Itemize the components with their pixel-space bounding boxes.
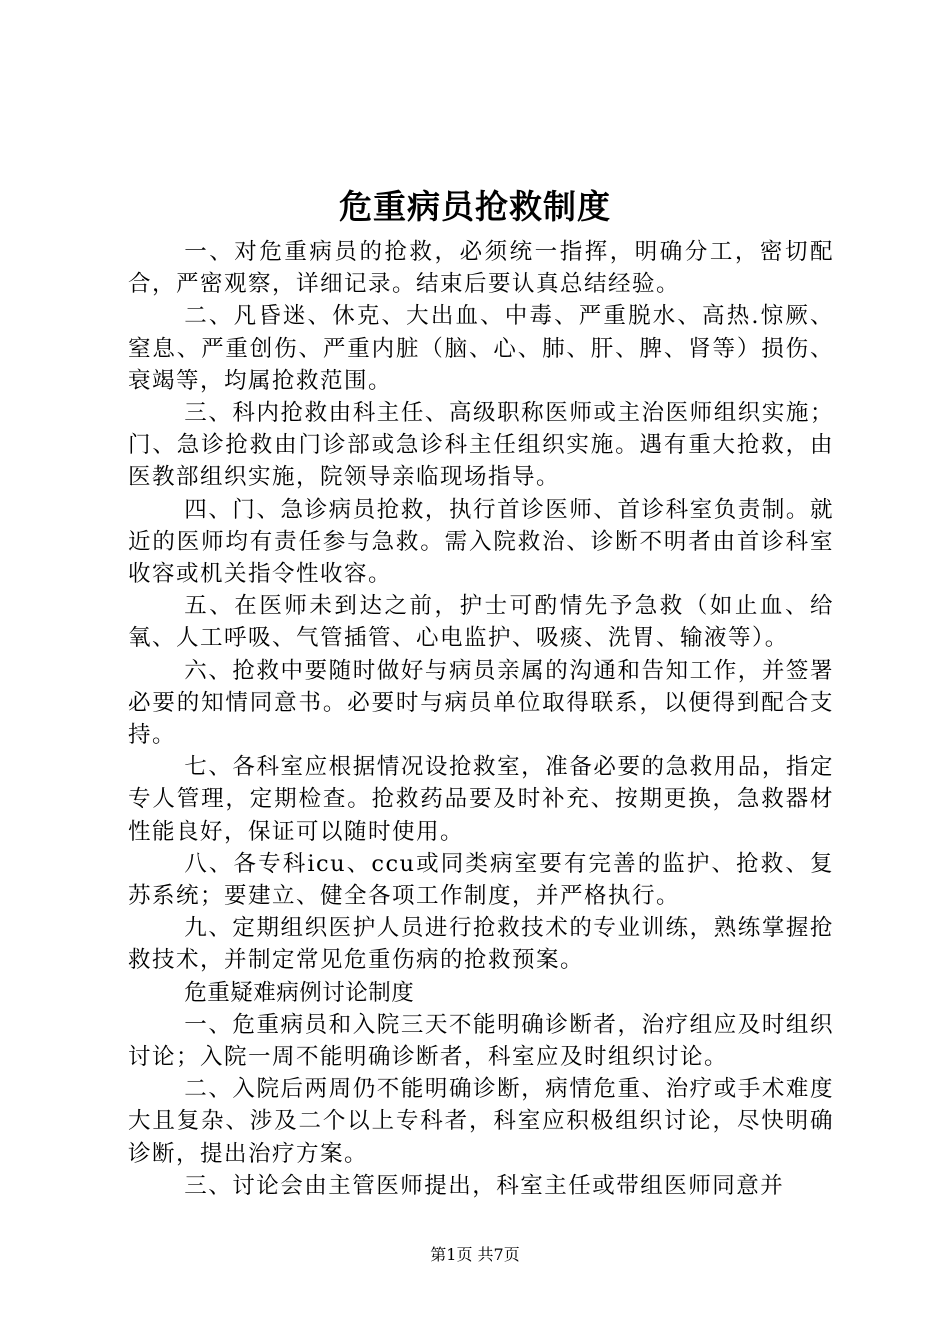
paragraph: 九、定期组织医护人员进行抢救技术的专业训练，熟练掌握抢救技术，并制定常见危重伤病的抢救预案。 <box>128 915 834 974</box>
section-subtitle: 危重疑难病例讨论制度 <box>184 979 415 1006</box>
paragraph: 三、讨论会由主管医师提出，科室主任或带组医师同意并 <box>184 1172 785 1199</box>
paragraph: 一、危重病员和入院三天不能明确诊断者，治疗组应及时组织讨论；入院一周不能明确诊断者，科室应及时组织讨论。 <box>128 1011 834 1071</box>
page-title: 危重病员抢救制度 <box>339 187 611 226</box>
document-body <box>128 236 834 1202</box>
paragraph: 一、对危重病员的抢救，必须统一指挥，明确分工，密切配合，严密观察，详细记录。结束后要认真总结经验。 <box>128 239 834 298</box>
paragraph: 二、入院后两周仍不能明确诊断，病情危重、治疗或手术难度大且复杂、涉及二个以上专科者，科室应积极组织讨论，尽快明确诊断，提出治疗方案。 <box>128 1076 834 1167</box>
paragraph: 四、门、急诊病员抢救，执行首诊医师、首诊科室负责制。就近的医师均有责任参与急救。需入院救治、诊断不明者由首诊科室收容或机关指令性收容。 <box>128 496 834 588</box>
paragraph: 二、凡昏迷、休克、大出血、中毒、严重脱水、高热.惊厥、窒息、严重创伤、严重内脏（脑、心、肺、肝、脾、肾等）损伤、衰竭等，均属抢救范围。 <box>128 303 834 394</box>
paragraph: 七、各科室应根据情况设抢救室，准备必要的急救用品，指定专人管理，定期检查。抢救药品要及时补充、按期更换，急救器材性能良好，保证可以随时使用。 <box>128 754 834 845</box>
paragraph: 三、科内抢救由科主任、高级职称医师或主治医师组织实施；门、急诊抢救由门诊部或急诊科主任组织实施。遇有重大抢救，由医教部组织实施，院领导亲临现场指导。 <box>128 400 834 491</box>
paragraph: 五、在医师未到达之前，护士可酌情先予急救（如止血、给氧、人工呼吸、气管插管、心电监护、吸痰、洗胃、输液等）。 <box>128 593 834 652</box>
paragraph: 六、抢救中要随时做好与病员亲属的沟通和告知工作，并签署必要的知情同意书。必要时与病员单位取得联系，以便得到配合支持。 <box>128 657 834 749</box>
paragraph: 八、各专科icu、ccu或同类病室要有完善的监护、抢救、复苏系统；要建立、健全各项工作制度，并严格执行。 <box>128 850 834 910</box>
page-footer: 第1页 共7页 <box>430 1245 520 1264</box>
